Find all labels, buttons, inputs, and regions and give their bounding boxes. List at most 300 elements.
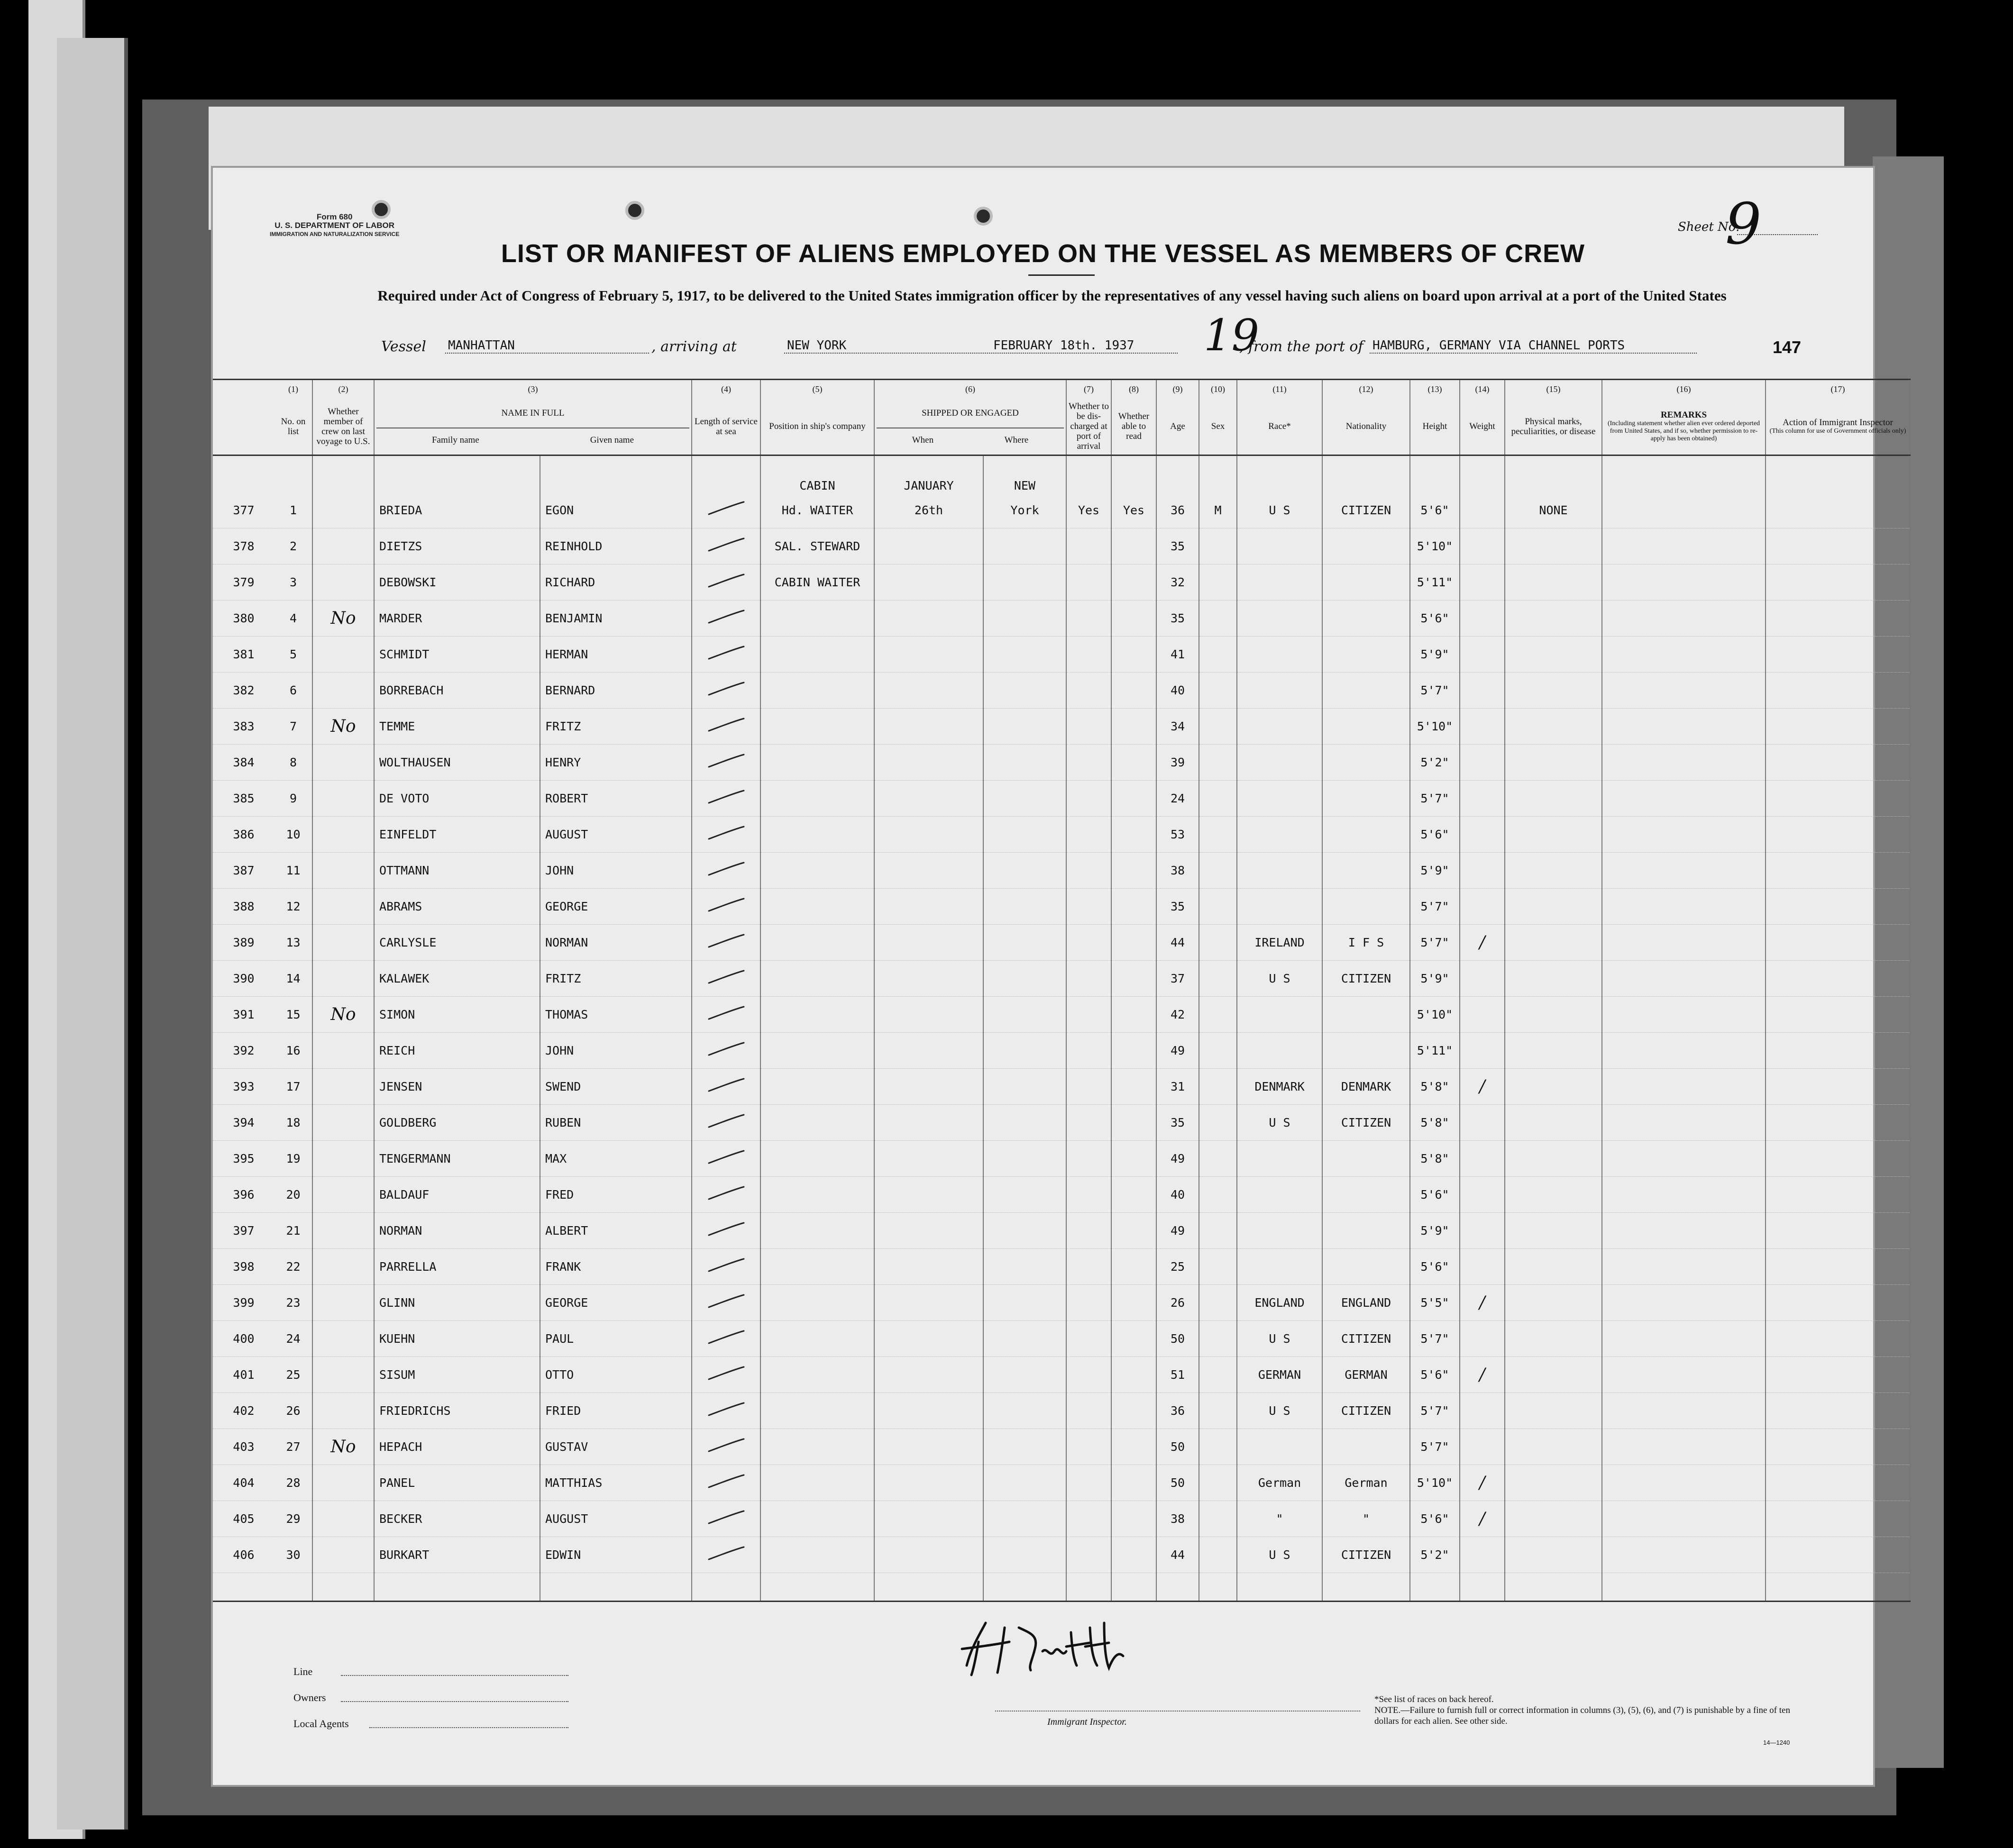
header-nationality: Nationality xyxy=(1322,399,1410,455)
cell-crew-last-voyage xyxy=(312,528,374,564)
cell-physical-marks xyxy=(1505,601,1602,637)
cell-position xyxy=(760,1141,874,1177)
cell-given-name: ROBERT xyxy=(540,781,692,817)
cell-when xyxy=(874,1285,983,1321)
cell-race xyxy=(1237,997,1322,1033)
page-number: 147 xyxy=(1773,337,1802,357)
cell-given-name: ALBERT xyxy=(540,1213,692,1249)
cell-position xyxy=(760,1213,874,1249)
cell-physical-marks xyxy=(1505,1393,1602,1429)
cell-action xyxy=(1766,673,1910,709)
cell-age: 49 xyxy=(1156,1141,1199,1177)
cell-list-number: 388 xyxy=(213,889,274,925)
cell-nationality xyxy=(1322,1141,1410,1177)
cell-age: 32 xyxy=(1156,564,1199,601)
cell-physical-marks xyxy=(1505,1537,1602,1573)
cell-discharged xyxy=(1066,817,1111,853)
cell-position xyxy=(760,889,874,925)
cell-weight xyxy=(1460,601,1505,637)
cell-given-name: HENRY xyxy=(540,745,692,781)
cell-action xyxy=(1766,1393,1910,1429)
cell-given-name: AUGUST xyxy=(540,1501,692,1537)
cell-when xyxy=(874,745,983,781)
cell-action xyxy=(1766,601,1910,637)
cell-able-to-read xyxy=(1111,1285,1156,1321)
cell-action xyxy=(1766,925,1910,961)
cell-physical-marks xyxy=(1505,564,1602,601)
cell-list-number: 395 xyxy=(213,1141,274,1177)
cell-action xyxy=(1766,961,1910,997)
handwritten-date-correction: 19 xyxy=(1204,310,1260,361)
column-number: (5) xyxy=(760,380,874,399)
tick-mark-icon xyxy=(705,608,748,627)
cell-race: German xyxy=(1237,1465,1322,1501)
header-race: Race* xyxy=(1237,399,1322,455)
cell-list-number: 405 xyxy=(213,1501,274,1537)
cell-position: CABIN WAITER xyxy=(760,564,874,601)
cell-race: U S xyxy=(1237,492,1322,528)
cell-sex xyxy=(1199,925,1237,961)
cell-crew-last-voyage xyxy=(312,1249,374,1285)
vessel-label: Vessel xyxy=(381,338,426,355)
header-remarks xyxy=(1602,399,1766,455)
column-number-row xyxy=(213,380,1910,399)
cell-able-to-read xyxy=(1111,1177,1156,1213)
cell-given-name: GUSTAV xyxy=(540,1429,692,1465)
cell-list-number: 387 xyxy=(213,853,274,889)
cell-physical-marks xyxy=(1505,637,1602,673)
cell-discharged xyxy=(1066,709,1111,745)
cell-family-name: BALDAUF xyxy=(374,1177,540,1213)
cell-list-number: 382 xyxy=(213,673,274,709)
cell-weight xyxy=(1460,1177,1505,1213)
cell-height: 5'8" xyxy=(1410,1141,1460,1177)
cell-position xyxy=(760,637,874,673)
tick-mark-icon xyxy=(705,1256,748,1275)
table-row xyxy=(213,1465,1910,1501)
cell-length-service xyxy=(692,781,760,817)
cell-remarks xyxy=(1602,1501,1766,1537)
cell-able-to-read xyxy=(1111,817,1156,853)
cell-physical-marks xyxy=(1505,1429,1602,1465)
cell-list-number: 386 xyxy=(213,817,274,853)
cell-row-number: 22 xyxy=(274,1249,312,1285)
cell-race xyxy=(1237,1033,1322,1069)
cell-crew-last-voyage xyxy=(312,889,374,925)
cell-nationality: CITIZEN xyxy=(1322,1393,1410,1429)
cell-able-to-read xyxy=(1111,745,1156,781)
cell-length-service xyxy=(692,997,760,1033)
sheet-number-label: Sheet No. xyxy=(1678,220,1740,234)
cell-length-service xyxy=(692,853,760,889)
cell-row-number: 9 xyxy=(274,781,312,817)
cell-weight xyxy=(1460,673,1505,709)
table-row-blank xyxy=(213,1573,1910,1602)
cell-age: 40 xyxy=(1156,673,1199,709)
punch-hole-icon xyxy=(974,207,993,226)
cell-where xyxy=(983,817,1066,853)
cell-remarks xyxy=(1602,1249,1766,1285)
cell-crew-last-voyage xyxy=(312,1465,374,1501)
cell-when xyxy=(874,637,983,673)
column-number: (4) xyxy=(692,380,760,399)
cell-age: 40 xyxy=(1156,1177,1199,1213)
cell-family-name: BORREBACH xyxy=(374,673,540,709)
cell-list-number: 400 xyxy=(213,1321,274,1357)
tick-mark-icon xyxy=(705,1436,748,1455)
cell-weight xyxy=(1460,1141,1505,1177)
header-action-note: (This column for use of Government officials only) xyxy=(1769,428,1906,435)
punch-hole-icon xyxy=(625,201,644,220)
cell-family-name: PARRELLA xyxy=(374,1249,540,1285)
from-port: HAMBURG, GERMANY VIA CHANNEL PORTS xyxy=(1370,338,1697,354)
cell-race xyxy=(1237,1429,1322,1465)
cell-nationality: I F S xyxy=(1322,925,1410,961)
cell-remarks xyxy=(1602,1141,1766,1177)
cell-crew-last-voyage: No xyxy=(312,601,374,637)
arriving-label: , arriving at xyxy=(651,338,737,355)
cell-remarks xyxy=(1602,1177,1766,1213)
cell-discharged xyxy=(1066,1393,1111,1429)
cell-row-number: 10 xyxy=(274,817,312,853)
cell-where xyxy=(983,637,1066,673)
cell-list-number: 401 xyxy=(213,1357,274,1393)
cell-weight xyxy=(1460,961,1505,997)
sheet-number-value: 9 xyxy=(1725,191,1762,257)
cell-given-name: SWEND xyxy=(540,1069,692,1105)
table-row xyxy=(213,1321,1910,1357)
cell-discharged xyxy=(1066,1213,1111,1249)
cell-when xyxy=(874,564,983,601)
cell-physical-marks xyxy=(1505,673,1602,709)
cell-sex xyxy=(1199,1213,1237,1249)
table-row xyxy=(213,925,1910,961)
table-row xyxy=(213,528,1910,564)
cell-length-service xyxy=(692,745,760,781)
header-action xyxy=(1766,399,1910,455)
cell-remarks xyxy=(1602,1357,1766,1393)
cell-length-service xyxy=(692,1105,760,1141)
cell-age: 25 xyxy=(1156,1249,1199,1285)
cell-race xyxy=(1237,528,1322,564)
cell-weight xyxy=(1460,564,1505,601)
cell-weight: / xyxy=(1460,1357,1505,1393)
cell-action xyxy=(1766,1033,1910,1069)
arriving-port: NEW YORK xyxy=(784,338,1178,354)
cell-sex xyxy=(1199,1465,1237,1501)
cell-crew-last-voyage xyxy=(312,637,374,673)
cell-remarks xyxy=(1602,709,1766,745)
cell-action xyxy=(1766,1429,1910,1465)
cell-discharged xyxy=(1066,1285,1111,1321)
cell-physical-marks xyxy=(1505,925,1602,961)
cell-given-name: FRED xyxy=(540,1177,692,1213)
column-number: (10) xyxy=(1199,380,1237,399)
cell-physical-marks xyxy=(1505,528,1602,564)
cell-when xyxy=(874,817,983,853)
cell-action xyxy=(1766,1069,1910,1105)
cell-nationality: " xyxy=(1322,1501,1410,1537)
cell-sex xyxy=(1199,1141,1237,1177)
cell-given-name: BENJAMIN xyxy=(540,601,692,637)
cell-where xyxy=(983,1321,1066,1357)
header-no-on-list: No. on list xyxy=(274,399,312,455)
cell-crew-last-voyage xyxy=(312,961,374,997)
table-row xyxy=(213,745,1910,781)
cell-list-number: 394 xyxy=(213,1105,274,1141)
cell-action xyxy=(1766,745,1910,781)
cell-where xyxy=(983,889,1066,925)
cell-height: 5'9" xyxy=(1410,637,1460,673)
cell-family-name: PANEL xyxy=(374,1465,540,1501)
cell-action xyxy=(1766,1177,1910,1213)
cell-when xyxy=(874,1393,983,1429)
cell-remarks xyxy=(1602,1285,1766,1321)
cell-discharged xyxy=(1066,889,1111,925)
column-number: (2) xyxy=(312,380,374,399)
tick-mark-icon xyxy=(705,1472,748,1491)
cell-weight: / xyxy=(1460,925,1505,961)
cell-able-to-read xyxy=(1111,709,1156,745)
cell-where xyxy=(983,1537,1066,1573)
cell-when xyxy=(874,961,983,997)
cell-family-name: SCHMIDT xyxy=(374,637,540,673)
column-number: (17) xyxy=(1766,380,1910,399)
cell-nationality xyxy=(1322,709,1410,745)
table-row xyxy=(213,1537,1910,1573)
cell-nationality xyxy=(1322,601,1410,637)
cell-able-to-read xyxy=(1111,1141,1156,1177)
cell-nationality: DENMARK xyxy=(1322,1069,1410,1105)
column-number: (3) xyxy=(374,380,692,399)
cell-race: ENGLAND xyxy=(1237,1285,1322,1321)
cell-race: U S xyxy=(1237,1321,1322,1357)
cell-remarks xyxy=(1602,961,1766,997)
tick-mark-icon xyxy=(705,788,748,807)
cell-remarks xyxy=(1602,997,1766,1033)
cell-sex xyxy=(1199,781,1237,817)
cell-row-number: 7 xyxy=(274,709,312,745)
cell-row-number: 29 xyxy=(274,1501,312,1537)
table-row xyxy=(213,1429,1910,1465)
cell-nationality xyxy=(1322,564,1410,601)
cell-discharged xyxy=(1066,1321,1111,1357)
cell-family-name: DIETZS xyxy=(374,528,540,564)
cell-sex xyxy=(1199,601,1237,637)
cell-sex xyxy=(1199,1249,1237,1285)
cell-crew-last-voyage xyxy=(312,853,374,889)
cell-length-service xyxy=(692,1537,760,1573)
cell-where xyxy=(983,1465,1066,1501)
cell-sex: M xyxy=(1199,492,1237,528)
cell-able-to-read xyxy=(1111,1537,1156,1573)
cell-sex xyxy=(1199,1357,1237,1393)
cell-age: 36 xyxy=(1156,1393,1199,1429)
tick-mark-icon xyxy=(705,1328,748,1347)
cell-physical-marks xyxy=(1505,1105,1602,1141)
cell-position xyxy=(760,709,874,745)
cell-crew-last-voyage xyxy=(312,1537,374,1573)
cell-discharged xyxy=(1066,1177,1111,1213)
header-crew-last-voyage: Whether member of crew on last voyage to U.S. xyxy=(312,399,374,455)
cell-family-name: OTTMANN xyxy=(374,853,540,889)
cell-weight xyxy=(1460,492,1505,528)
cell-discharged xyxy=(1066,1357,1111,1393)
tick-mark-icon xyxy=(705,680,748,699)
cell-physical-marks xyxy=(1505,817,1602,853)
table-row xyxy=(213,1105,1910,1141)
cell-discharged: Yes xyxy=(1066,492,1111,528)
cell-position xyxy=(760,673,874,709)
cell-nationality: CITIZEN xyxy=(1322,961,1410,997)
cell-where xyxy=(983,997,1066,1033)
table-row xyxy=(213,1033,1910,1069)
header-height: Height xyxy=(1410,399,1460,455)
cell-list-number: 379 xyxy=(213,564,274,601)
cell-where xyxy=(983,1105,1066,1141)
cell-position xyxy=(760,1285,874,1321)
cell-height: 5'10" xyxy=(1410,528,1460,564)
cell-physical-marks xyxy=(1505,1141,1602,1177)
cell-remarks xyxy=(1602,1465,1766,1501)
cell-able-to-read xyxy=(1111,781,1156,817)
cell-able-to-read xyxy=(1111,1393,1156,1429)
cell-discharged xyxy=(1066,1429,1111,1465)
cell-where xyxy=(983,1393,1066,1429)
cell-where xyxy=(983,1141,1066,1177)
cell-length-service xyxy=(692,1033,760,1069)
column-number: (8) xyxy=(1111,380,1156,399)
cell-crew-last-voyage xyxy=(312,1177,374,1213)
cell-row-number: 26 xyxy=(274,1393,312,1429)
cell-height: 5'6" xyxy=(1410,817,1460,853)
cell-row-number: 8 xyxy=(274,745,312,781)
cell-family-name: DE VOTO xyxy=(374,781,540,817)
cell-nationality xyxy=(1322,637,1410,673)
cell-nationality xyxy=(1322,1213,1410,1249)
column-number: (1) xyxy=(274,380,312,399)
header-given-name: Given name xyxy=(590,435,634,445)
cell-position xyxy=(760,961,874,997)
cell-position: SAL. STEWARD xyxy=(760,528,874,564)
cell-height: 5'10" xyxy=(1410,997,1460,1033)
cell-list-number: 381 xyxy=(213,637,274,673)
cell-length-service xyxy=(692,961,760,997)
cell-crew-last-voyage: No xyxy=(312,1429,374,1465)
cell-crew-last-voyage xyxy=(312,817,374,853)
cell-height: 5'5" xyxy=(1410,1285,1460,1321)
cell-position xyxy=(760,601,874,637)
cell-remarks xyxy=(1602,1393,1766,1429)
table-row xyxy=(213,673,1910,709)
cell-list-number: 377 xyxy=(213,492,274,528)
cell-action xyxy=(1766,564,1910,601)
crew-manifest-table xyxy=(213,379,1911,1602)
column-header-row xyxy=(213,399,1910,455)
cell-race: " xyxy=(1237,1501,1322,1537)
cell-sex xyxy=(1199,853,1237,889)
table-row xyxy=(213,889,1910,925)
form-service: IMMIGRATION AND NATURALIZATION SERVICE xyxy=(270,231,400,237)
cell-family-name: JENSEN xyxy=(374,1069,540,1105)
cell-given-name: REINHOLD xyxy=(540,528,692,564)
cell-weight xyxy=(1460,709,1505,745)
cell-crew-last-voyage xyxy=(312,925,374,961)
cell-nationality xyxy=(1322,1033,1410,1069)
cell-length-service xyxy=(692,673,760,709)
cell-nationality: GERMAN xyxy=(1322,1357,1410,1393)
cell-able-to-read xyxy=(1111,601,1156,637)
cell-race xyxy=(1237,1141,1322,1177)
cell-nationality xyxy=(1322,528,1410,564)
cell-action xyxy=(1766,1249,1910,1285)
cell-given-name: RUBEN xyxy=(540,1105,692,1141)
header-able-to-read: Whether able to read xyxy=(1111,399,1156,455)
column-number: (11) xyxy=(1237,380,1322,399)
tick-mark-icon xyxy=(705,644,748,663)
cell-position xyxy=(760,1321,874,1357)
cell-discharged xyxy=(1066,1105,1111,1141)
cell-length-service xyxy=(692,1429,760,1465)
cell-length-service xyxy=(692,709,760,745)
tick-mark-icon xyxy=(705,1400,748,1419)
table-row xyxy=(213,817,1910,853)
cell-position xyxy=(760,781,874,817)
cell-weight: / xyxy=(1460,1501,1505,1537)
cell-action xyxy=(1766,889,1910,925)
cell-age: 26 xyxy=(1156,1285,1199,1321)
cell-list-number: 391 xyxy=(213,997,274,1033)
cell-list-number: 398 xyxy=(213,1249,274,1285)
cell-height: 5'6" xyxy=(1410,601,1460,637)
cell-where xyxy=(983,1285,1066,1321)
cell-row-number: 28 xyxy=(274,1465,312,1501)
cell-position xyxy=(760,1069,874,1105)
table-row xyxy=(213,1141,1910,1177)
cell-row-number: 11 xyxy=(274,853,312,889)
cell-sex xyxy=(1199,1537,1237,1573)
cell-where xyxy=(983,853,1066,889)
tick-mark-icon xyxy=(705,1076,748,1095)
footer-owners-label: Owners xyxy=(293,1692,326,1703)
footer-line-blank xyxy=(341,1675,568,1676)
cell-race xyxy=(1237,673,1322,709)
column-number: (15) xyxy=(1505,380,1602,399)
cell-age: 50 xyxy=(1156,1429,1199,1465)
cell-length-service xyxy=(692,1501,760,1537)
cell-where xyxy=(983,564,1066,601)
cell-able-to-read xyxy=(1111,997,1156,1033)
cell-row-number: 18 xyxy=(274,1105,312,1141)
cell-list-number: 384 xyxy=(213,745,274,781)
cell-family-name: KUEHN xyxy=(374,1321,540,1357)
cell-where xyxy=(983,925,1066,961)
cell-row-number: 30 xyxy=(274,1537,312,1573)
cell-action xyxy=(1766,1501,1910,1537)
cell-able-to-read xyxy=(1111,1357,1156,1393)
cell-weight: / xyxy=(1460,1285,1505,1321)
cell-remarks xyxy=(1602,564,1766,601)
cell-height: 5'6" xyxy=(1410,1357,1460,1393)
table-row xyxy=(213,1501,1910,1537)
header-physical-marks: Physical marks, peculiarities, or disease xyxy=(1505,399,1602,455)
cell-family-name: MARDER xyxy=(374,601,540,637)
cell-crew-last-voyage xyxy=(312,1069,374,1105)
cell-position xyxy=(760,853,874,889)
cell-given-name: GEORGE xyxy=(540,1285,692,1321)
cell-race xyxy=(1237,1249,1322,1285)
header-sex: Sex xyxy=(1199,399,1237,455)
